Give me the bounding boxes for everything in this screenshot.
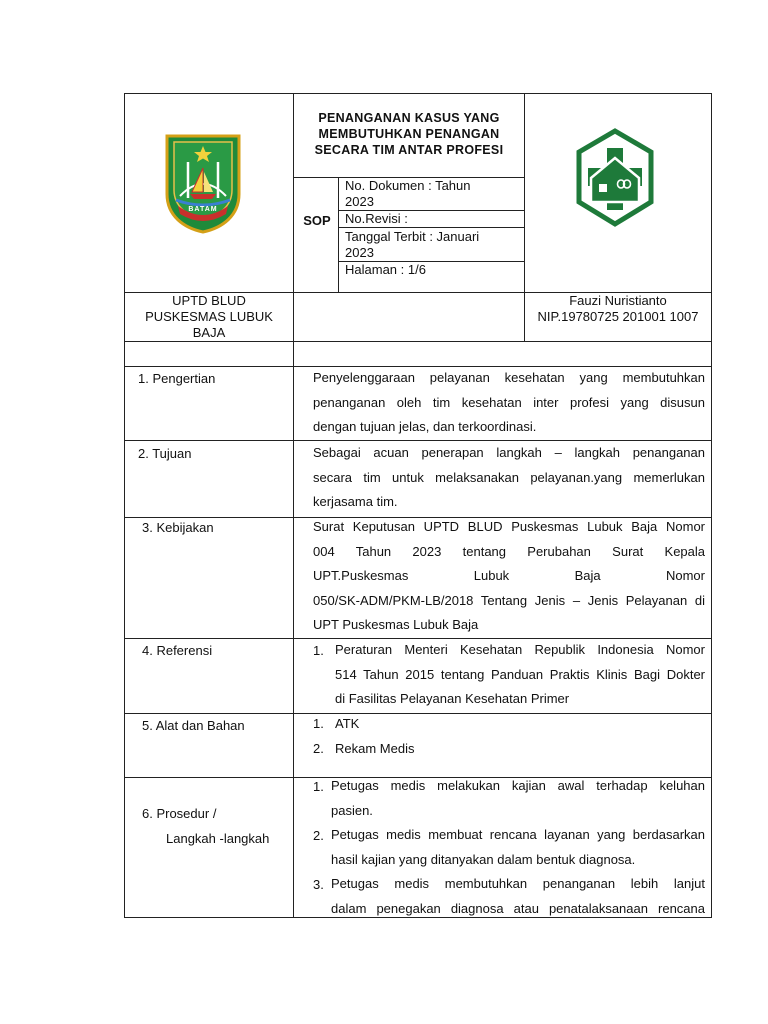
list-number: 2. (313, 741, 324, 756)
signer-block (525, 293, 711, 325)
section-label-alat: 5. Alat dan Bahan (142, 718, 245, 733)
institution-line: PUSKESMAS LUBUK (145, 309, 273, 324)
institution-line: UPTD BLUD (172, 293, 246, 308)
text-line: UPT Puskesmas Lubuk Baja (313, 617, 479, 632)
text-line: Petugas medis membutuhkan penanganan lebih lanjut (331, 876, 705, 891)
section-label-kebijakan: 3. Kebijakan (142, 520, 214, 535)
issue-date: Tanggal Terbit : Januari (345, 229, 480, 244)
text-line: Peraturan Menteri Kesehatan Republik Indonesia Nomor (335, 642, 705, 657)
list-item-rekam-medis: Rekam Medis (335, 741, 415, 756)
text-line: pasien. (331, 802, 373, 818)
text-line: Surat Keputusan UPTD BLUD Puskesmas Lubuk Baja Nomor (313, 519, 705, 534)
list-number: 1. (313, 779, 324, 794)
puskesmas-logo (575, 128, 655, 228)
text-line: Sebagai acuan penerapan langkah – langkah penanganan (313, 445, 705, 460)
prosedur-step-3 (331, 872, 705, 921)
text-line: Petugas medis melakukan kajian awal terhadap keluhan (331, 778, 705, 793)
signer-nip: NIP.19780725 201001 1007 (537, 309, 699, 324)
list-item-atk: ATK (335, 716, 360, 731)
signature-row-bottom (124, 341, 712, 342)
prosedur-step-1 (331, 774, 705, 823)
text-line: 004 Tahun 2023 tentang Perubahan Surat Kepala (313, 543, 705, 559)
page-number: Halaman : 1/6 (345, 262, 426, 277)
revision-number: No.Revisi : (345, 211, 408, 226)
referensi-bottom (124, 713, 712, 714)
text-line: Penyelenggaraan pelayanan kesehatan yang membutuhkan (313, 370, 705, 385)
sop-label: SOP (303, 213, 331, 228)
pengertian-text (313, 366, 705, 440)
list-number: 1. (313, 643, 324, 658)
signer-name: Fauzi Nuristianto (569, 293, 667, 308)
title-line: MEMBUTUHKAN PENANGAN (318, 127, 500, 141)
text-line: di Fasilitas Pelayanan Kesehatan Primer (335, 691, 570, 706)
text-line: dengan tujuan jelas, dan terkoordinasi. (313, 419, 537, 434)
title-line: PENANGANAN KASUS YANG (318, 111, 500, 125)
text-line: 050/SK-ADM/PKM-LB/2018 Tentang Jenis – Jenis Pelayanan di (313, 592, 705, 608)
referensi-text (335, 638, 705, 712)
kebijakan-text (313, 515, 705, 638)
institution-line: BAJA (192, 325, 226, 340)
border-left (124, 93, 125, 918)
tujuan-text (313, 441, 705, 515)
batam-emblem-logo (164, 132, 242, 234)
doc-number: No. Dokumen : Tahun (345, 178, 471, 193)
section-label-tujuan: 2. Tujuan (138, 446, 192, 461)
list-number: 2. (313, 828, 324, 843)
text-line: secara tim untuk melaksanakan pelayanan.yang memerlukan (313, 469, 705, 485)
batam-emblem-caption: BATAM (188, 206, 218, 213)
text-line: kerjasama tim. (313, 494, 398, 509)
text-line: dalam penegakan diagnosa atau penatalaksanaan rencana (331, 900, 705, 916)
issue-date-year: 2023 (345, 245, 374, 260)
text-line: 514 Tahun 2015 tentang Panduan Praktis Klinis Bagi Dokter (335, 666, 705, 682)
section-label-pengertian: 1. Pengertian (138, 371, 216, 386)
list-number: 3. (313, 877, 324, 892)
text-line: hasil kajian yang ditanyakan dalam bentuk diagnosa. (331, 851, 636, 867)
text-line: UPT.Puskesmas Lubuk Baja Nomor (313, 568, 705, 583)
column-divider (293, 93, 294, 918)
prosedur-step-2 (331, 823, 705, 872)
section-label-referensi: 4. Referensi (142, 643, 213, 658)
document-title (296, 110, 522, 158)
institution-name (125, 293, 293, 341)
title-line: SECARA TIM ANTAR PROFESI (314, 143, 504, 157)
section-label-prosedur: 6. Prosedur / (142, 806, 217, 821)
sop-divider (338, 177, 339, 293)
border-top (124, 93, 712, 94)
doc-number-year: 2023 (345, 194, 374, 209)
meta-divider-2 (338, 227, 525, 228)
border-right (711, 93, 712, 918)
section-label-prosedur-cont: Langkah -langkah (166, 831, 270, 846)
text-line: penanganan oleh tim kesehatan inter profesi yang disusun (313, 394, 705, 410)
list-number: 1. (313, 716, 324, 731)
text-line: Petugas medis membuat rencana layanan yang berdasarkan (331, 827, 705, 842)
